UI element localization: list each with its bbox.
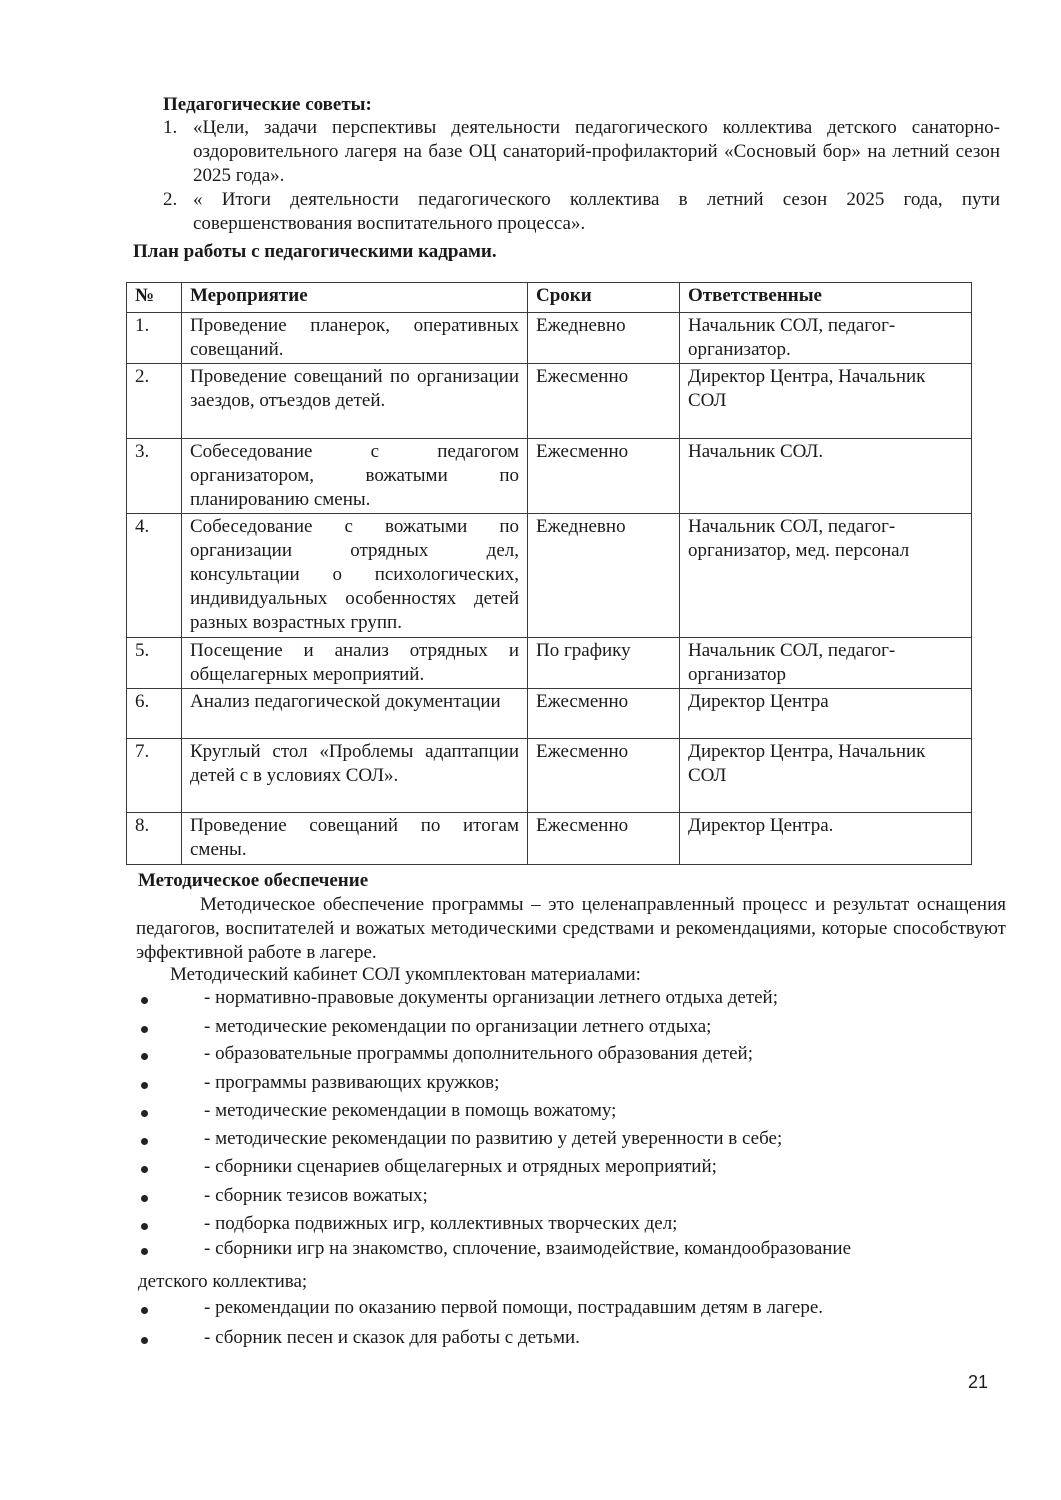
- list-item-text: - сборник песен и сказок для работы с детьми.: [204, 1327, 580, 1348]
- council-item-number: 1.: [163, 117, 178, 138]
- list-item: [138, 1099, 1008, 1123]
- list-item: [138, 1184, 1008, 1208]
- bullet-icon: [141, 997, 148, 1004]
- list-item: [138, 1015, 1008, 1039]
- council-item: [163, 116, 1000, 188]
- list-item-text: - методические рекомендации в помощь вожатому;: [204, 1100, 617, 1121]
- table-row: [127, 813, 972, 865]
- page-number: 21: [968, 1372, 989, 1392]
- cell-event: Собеседование с вожатыми по организации отрядных дел, консультации о психологических, индивидуальных особенностях детей разных возрастных групп.: [182, 514, 528, 638]
- plan-table: [126, 282, 972, 865]
- cell-responsible: Директор Центра: [680, 689, 972, 739]
- list-item: [138, 1212, 1008, 1236]
- column-header-number: №: [127, 283, 182, 313]
- table-row: [127, 364, 972, 439]
- list-item: [138, 1296, 1008, 1320]
- list-item-text: - сборники игр на знакомство, сплочение, взаимодействие, командообразование: [204, 1238, 852, 1259]
- cell-number: 3.: [127, 439, 182, 514]
- cell-responsible: Начальник СОЛ, педагог-организатор.: [680, 313, 972, 364]
- cell-event: Анализ педагогической документации: [182, 689, 528, 739]
- cell-event: Проведение совещаний по итогам смены.: [182, 813, 528, 865]
- bullet-icon: [141, 1053, 148, 1060]
- cell-term: Ежедневно: [528, 514, 680, 638]
- list-item: [138, 1127, 1008, 1151]
- cell-responsible: Начальник СОЛ.: [680, 439, 972, 514]
- cell-event: Собеседование с педагогом организатором, вожатыми по планированию смены.: [182, 439, 528, 514]
- council-item: [163, 188, 1000, 236]
- cell-number: 2.: [127, 364, 182, 439]
- methodical-heading: Методическое обеспечение: [138, 870, 369, 891]
- list-item-text: - образовательные программы дополнительного образования детей;: [204, 1043, 753, 1064]
- bullet-icon: [141, 1307, 148, 1314]
- cell-event: Круглый стол «Проблемы адаптапции детей с в условиях СОЛ».: [182, 739, 528, 813]
- list-item: [138, 1042, 1008, 1066]
- cell-term: Ежесменно: [528, 364, 680, 439]
- column-header-responsible: Ответственные: [680, 283, 972, 313]
- cell-event: Проведение совещаний по организации заездов, отъездов детей.: [182, 364, 528, 439]
- list-item-text: - методические рекомендации по развитию у детей уверенности в себе;: [204, 1128, 783, 1149]
- cell-responsible: Директор Центра.: [680, 813, 972, 865]
- cell-number: 5.: [127, 638, 182, 689]
- cabinet-line: Методический кабинет СОЛ укомплектован материалами:: [170, 964, 641, 985]
- table-row: [127, 439, 972, 514]
- cell-term: По графику: [528, 638, 680, 689]
- bullet-icon: [141, 1248, 148, 1255]
- cell-responsible: Директор Центра, Начальник СОЛ: [680, 739, 972, 813]
- cell-responsible: Начальник СОЛ, педагог-организатор, мед. персонал: [680, 514, 972, 638]
- council-item-text: « Итоги деятельности педагогического коллектива в летний сезон 2025 года, пути совершенствования воспитательного процесса».: [193, 189, 1000, 234]
- cell-event: Посещение и анализ отрядных и общелагерных мероприятий.: [182, 638, 528, 689]
- councils-heading: Педагогические советы:: [163, 94, 372, 115]
- table-row: [127, 514, 972, 638]
- cell-term: Ежесменно: [528, 689, 680, 739]
- bullet-icon: [141, 1138, 148, 1145]
- cell-term: Ежесменно: [528, 813, 680, 865]
- list-item: [138, 1071, 1008, 1095]
- list-item-text: - сборники сценариев общелагерных и отрядных мероприятий;: [204, 1156, 717, 1177]
- cell-responsible: Начальник СОЛ, педагог-организатор: [680, 638, 972, 689]
- list-item: [138, 1326, 1008, 1350]
- cell-term: Ежесменно: [528, 439, 680, 514]
- methodical-paragraph: Методическое обеспечение программы – это целенаправленный процесс и результат оснащения педагогов, воспитателей и вожатых методическими средствами и рекомендациями, которые способствуют эффективной работе в лагере.: [136, 894, 1006, 963]
- council-item-number: 2.: [163, 189, 178, 210]
- list-item-text: - методические рекомендации по организации летнего отдыха;: [204, 1016, 712, 1037]
- bullet-icon: [141, 1026, 148, 1033]
- council-item-text: «Цели, задачи перспективы деятельности педагогического коллектива детского санаторно-оздоровительного лагеря на базе ОЦ санаторий-профилакторий «Сосновый бор» на летний сезон 2025 года».: [193, 117, 1000, 186]
- cell-event: Проведение планерок, оперативных совещаний.: [182, 313, 528, 364]
- list-item-continuation: детского коллектива;: [138, 1271, 308, 1292]
- table-row: [127, 638, 972, 689]
- list-item-text: - нормативно-правовые документы организации летнего отдыха детей;: [204, 987, 779, 1008]
- table-row: [127, 689, 972, 739]
- cell-term: Ежесменно: [528, 739, 680, 813]
- column-header-event: Мероприятие: [182, 283, 528, 313]
- bullet-icon: [141, 1337, 148, 1344]
- cell-number: 6.: [127, 689, 182, 739]
- bullet-icon: [141, 1110, 148, 1117]
- column-header-term: Сроки: [528, 283, 680, 313]
- bullet-icon: [141, 1195, 148, 1202]
- list-item-text: - рекомендации по оказанию первой помощи, пострадавшим детям в лагере.: [204, 1297, 824, 1318]
- list-item-text: - программы развивающих кружков;: [204, 1072, 500, 1093]
- list-item: [138, 1237, 1008, 1261]
- cell-responsible: Директор Центра, Начальник СОЛ: [680, 364, 972, 439]
- bullet-icon: [141, 1082, 148, 1089]
- cell-number: 4.: [127, 514, 182, 638]
- cell-term: Ежедневно: [528, 313, 680, 364]
- list-item: [138, 1155, 1008, 1179]
- bullet-icon: [141, 1166, 148, 1173]
- cell-number: 7.: [127, 739, 182, 813]
- list-item-text: - сборник тезисов вожатых;: [204, 1185, 428, 1206]
- plan-heading: План работы с педагогическими кадрами.: [133, 241, 497, 262]
- list-item-text: - подборка подвижных игр, коллективных творческих дел;: [204, 1213, 678, 1234]
- bullet-icon: [141, 1223, 148, 1230]
- cell-number: 1.: [127, 313, 182, 364]
- cell-number: 8.: [127, 813, 182, 865]
- table-row: [127, 313, 972, 364]
- list-item: [138, 986, 1008, 1010]
- table-row: [127, 739, 972, 813]
- table-header-row: [127, 283, 972, 313]
